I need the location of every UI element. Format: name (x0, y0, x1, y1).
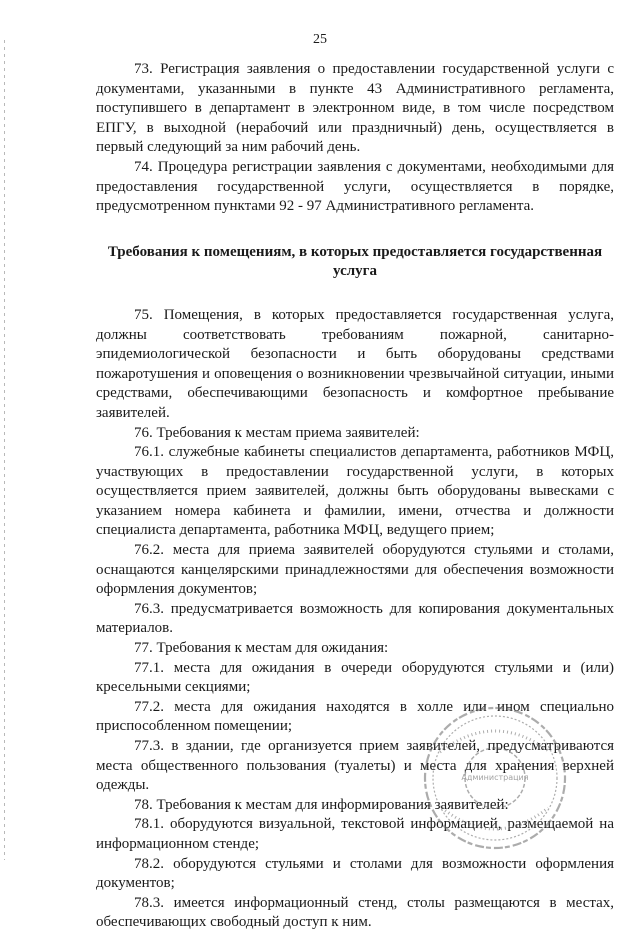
page-number: 25 (313, 32, 327, 47)
paragraph-74: 74. Процедура регистрации заявления с документами, необходимыми для предоставления государственной услуги, осуществляется в порядке, предусмотренном пунктами 92 - 97 Административного регламента. (96, 158, 614, 215)
paragraph-78-1: 78.1. оборудуются визуальной, текстовой информацией, размещаемой на информационном стенде; (96, 816, 614, 852)
stamp-label: Администрация (461, 773, 529, 782)
document-body (96, 60, 614, 933)
section-heading: Требования к помещениям, в которых предоставляется государственная услуга (107, 243, 603, 280)
paragraph-78: 78. Требования к местам для информирования заявителей: (134, 796, 509, 813)
paragraph-78-3: 78.3. имеется информационный стенд, столы размещаются в местах, обеспечивающих свободный доступ к ним. (96, 894, 614, 931)
paragraph-73: 73. Регистрация заявления о предоставлении государственной услуги с документами, указанными в пункте 43 Административного регламента, поступившего в департамент в электронном виде, в том числе посредством ЕПГУ, в выходной (нерабочий или праздничный) день, осуществляется в первый следующий за ним рабочий день. (96, 61, 614, 156)
paragraph-76-3: 76.3. предусматривается возможность для копирования документальных материалов. (96, 600, 614, 637)
paragraph-77: 77. Требования к местам для ожидания: (134, 640, 389, 657)
paragraph-76-1: 76.1. служебные кабинеты специалистов департамента, работников МФЦ, участвующих в предоставлении государственной услуги, в которых осуществляется прием заявителей, должны быть оборудованы вывесками с указанием номера кабинета и фамилии, имени, отчества и должности специалиста департамента, работника МФЦ, ведущего прием; (96, 444, 614, 539)
paragraph-78-2: 78.2. оборудуются стульями и столами для возможности оформления документов; (96, 855, 614, 892)
paragraph-77-3: 77.3. в здании, где организуется прием заявителей, предусматриваются места общественного пользования (туалеты) и места для хранения верхней одежды. (96, 738, 614, 794)
paragraph-77-2: 77.2. места для ожидания находятся в холле или ином специально приспособленном помещении; (96, 698, 614, 735)
paragraph-77-1: 77.1. места для ожидания в очереди оборудуются стульями и (или) кресельными секциями; (96, 659, 614, 696)
paragraph-75: 75. Помещения, в которых предоставляется государственная услуга, должны соответствовать требованиям пожарной, санитарно-эпидемиологической безопасности и быть оборудованы средствами пожаротушения и оповещения о возникновении чрезвычайной ситуации, иными средствами, обеспечивающими безопасность и комфортное пребывание заявителей. (96, 306, 614, 421)
scan-edge-line (4, 40, 5, 860)
paragraph-76-2: 76.2. места для приема заявителей оборудуются стульями и столами, оснащаются канцелярскими принадлежностями для обеспечения возможности оформления документов; (96, 542, 614, 598)
paragraph-76: 76. Требования к местам приема заявителей: (134, 424, 420, 441)
